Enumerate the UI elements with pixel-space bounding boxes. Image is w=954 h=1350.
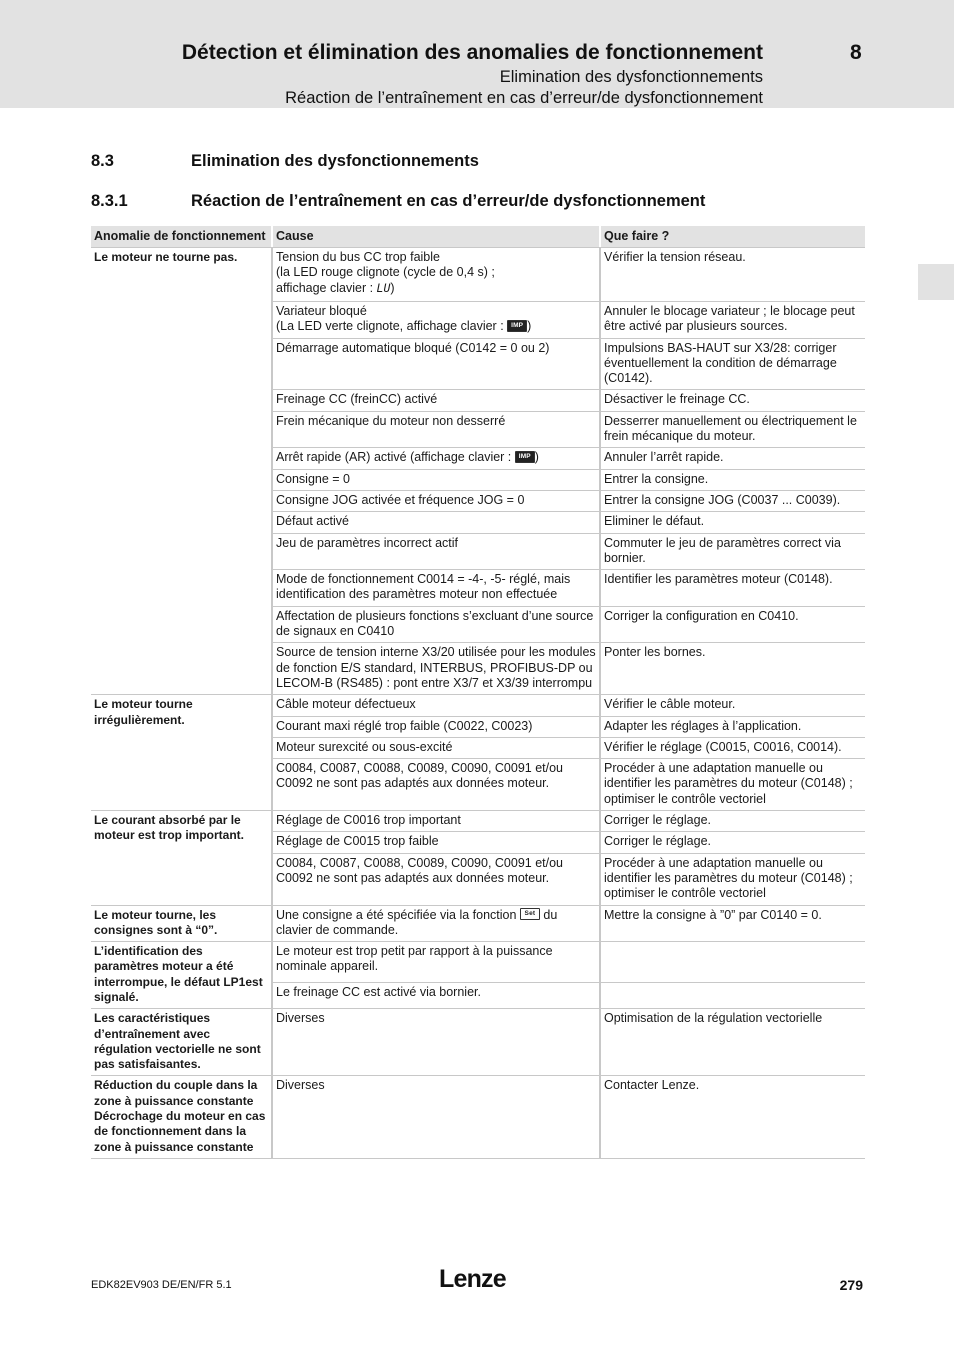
chapter-title: Détection et élimination des anomalies de fonctionnement [181,41,763,64]
cause-cell: C0084, C0087, C0088, C0089, C0090, C0091 et/ou C0092 ne sont pas adaptés aux données moteur. [273,759,601,811]
action-cell: Desserrer manuellement ou électriquement le frein mécanique du moteur. [601,412,865,449]
action-cell: Entrer la consigne JOG (C0037 ... C0039). [601,491,865,512]
anomaly-cell: Le moteur tourne irrégulièrement. [91,695,273,811]
column-header: Anomalie de fonctionnement [91,226,273,247]
action-cell: Ponter les bornes. [601,643,865,695]
action-cell: Corriger le réglage. [601,832,865,853]
anomaly-cell: Réduction du couple dans la zone à puissance constante Décrochage du moteur en cas de fonctionnement dans la zone à puissance constante [91,1076,273,1158]
anomaly-cell: Le moteur ne tourne pas. [91,247,273,695]
imp-key-icon: IMP [515,451,535,463]
cause-cell: Le freinage CC est activé via bornier. [273,983,601,1009]
cause-cell: Arrêt rapide (AR) activé (affichage clavier : IMP ) [273,448,601,469]
imp-key-icon: IMP [507,320,527,332]
header-subtitle: Réaction de l’entraînement en cas d’erreur/de dysfonctionnement [285,89,763,107]
anomaly-cell: Le courant absorbé par le moteur est trop important. [91,811,273,905]
action-cell [601,983,865,1009]
action-cell: Corriger la configuration en C0410. [601,607,865,644]
action-cell [601,942,865,983]
action-cell: Commuter le jeu de paramètres correct via bornier. [601,534,865,571]
document-reference: EDK82EV903 DE/EN/FR 5.1 [91,1279,232,1291]
action-cell: Vérifier le câble moteur. [601,695,865,716]
cause-cell: Affectation de plusieurs fonctions s’excluant d’une source de signaux en C0410 [273,607,601,644]
action-cell: Adapter les réglages à l’application. [601,717,865,738]
anomaly-cell: Le moteur tourne, les consignes sont à “0”. [91,906,273,943]
cause-cell: Câble moteur défectueux [273,695,601,716]
cause-cell: Réglage de C0016 trop important [273,811,601,832]
cause-cell: Tension du bus CC trop faible (la LED rouge clignote (cycle de 0,4 s) ; affichage clavier : LU) [273,247,601,302]
cause-cell: Mode de fonctionnement C0014 = -4-, -5- réglé, mais identification des paramètres moteur non effectuée [273,570,601,607]
action-cell: Vérifier le réglage (C0015, C0016, C0014). [601,738,865,759]
cause-cell: Le moteur est trop petit par rapport à la puissance nominale appareil. [273,942,601,983]
action-cell: Optimisation de la régulation vectorielle [601,1009,865,1076]
cause-cell: Frein mécanique du moteur non desserré [273,412,601,449]
section-title: Réaction de l’entraînement en cas d’erreur/de dysfonctionnement [191,192,706,210]
cause-cell: Source de tension interne X3/20 utilisée pour les modules de fonction E/S standard, INTERBUS, PROFIBUS-DP ou LECOM-B (RS485) : pont entre X3/7 et X3/39 interrompu [273,643,601,695]
chapter-number: 8 [850,41,862,64]
table-row [91,811,865,832]
cause-cell: Démarrage automatique bloqué (C0142 = 0 ou 2) [273,339,601,391]
table-row [91,1009,865,1076]
action-cell: Eliminer le défaut. [601,512,865,533]
cause-cell: C0084, C0087, C0088, C0089, C0090, C0091 et/ou C0092 ne sont pas adaptés aux données moteur. [273,854,601,906]
anomaly-cell: L’identification des paramètres moteur a été interrompue, le défaut LP1est signalé. [91,942,273,1009]
section-title: Elimination des dysfonctionnements [191,152,479,170]
troubleshooting-table [91,226,865,1159]
action-cell: Vérifier la tension réseau. [601,247,865,302]
action-cell: Annuler le blocage variateur ; le blocage peut être activé par plusieurs sources. [601,302,865,339]
action-cell: Procéder à une adaptation manuelle ou identifier les paramètres du moteur (C0148) ; optimiser le contrôle vectoriel [601,759,865,811]
cause-cell: Diverses [273,1009,601,1076]
cause-cell: Variateur bloqué (La LED verte clignote, affichage clavier : IMP ) [273,302,601,339]
chapter-side-tab [918,264,954,300]
table-row [91,247,865,302]
action-cell: Entrer la consigne. [601,470,865,491]
table-row [91,1076,865,1158]
anomaly-cell: Les caractéristiques d’entraînement avec régulation vectorielle ne sont pas satisfaisantes. [91,1009,273,1076]
cause-cell: Consigne JOG activée et fréquence JOG = 0 [273,491,601,512]
column-header: Que faire ? [601,226,865,247]
lenze-logo: Lenze [439,1265,506,1293]
action-cell: Contacter Lenze. [601,1076,865,1158]
action-cell: Annuler l’arrêt rapide. [601,448,865,469]
cause-cell: Défaut activé [273,512,601,533]
section-number: 8.3 [91,152,114,170]
table-row [91,942,865,983]
action-cell: Corriger le réglage. [601,811,865,832]
page-number: 279 [839,1277,863,1293]
set-key-icon: Set [520,908,540,920]
action-cell: Procéder à une adaptation manuelle ou identifier les paramètres du moteur (C0148) ; optimiser le contrôle vectoriel [601,854,865,906]
cause-cell: Freinage CC (freinCC) activé [273,390,601,411]
table-row [91,695,865,716]
cause-cell: Consigne = 0 [273,470,601,491]
table-row [91,906,865,943]
section-number: 8.3.1 [91,192,128,210]
action-cell: Désactiver le freinage CC. [601,390,865,411]
action-cell: Impulsions BAS-HAUT sur X3/28: corriger éventuellement la condition de démarrage (C0142). [601,339,865,391]
column-header: Cause [273,226,601,247]
cause-cell: Une consigne a été spécifiée via la fonction Set du clavier de commande. [273,906,601,943]
action-cell: Identifier les paramètres moteur (C0148). [601,570,865,607]
cause-cell: Moteur surexcité ou sous-excité [273,738,601,759]
cause-cell: Jeu de paramètres incorrect actif [273,534,601,571]
lcd-undervoltage-display: LU [376,280,391,295]
table-header-row [91,226,865,247]
cause-cell: Diverses [273,1076,601,1158]
cause-cell: Réglage de C0015 trop faible [273,832,601,853]
header-subtitle: Elimination des dysfonctionnements [499,68,763,86]
cause-cell: Courant maxi réglé trop faible (C0022, C0023) [273,717,601,738]
action-cell: Mettre la consigne à ”0” par C0140 = 0. [601,906,865,943]
